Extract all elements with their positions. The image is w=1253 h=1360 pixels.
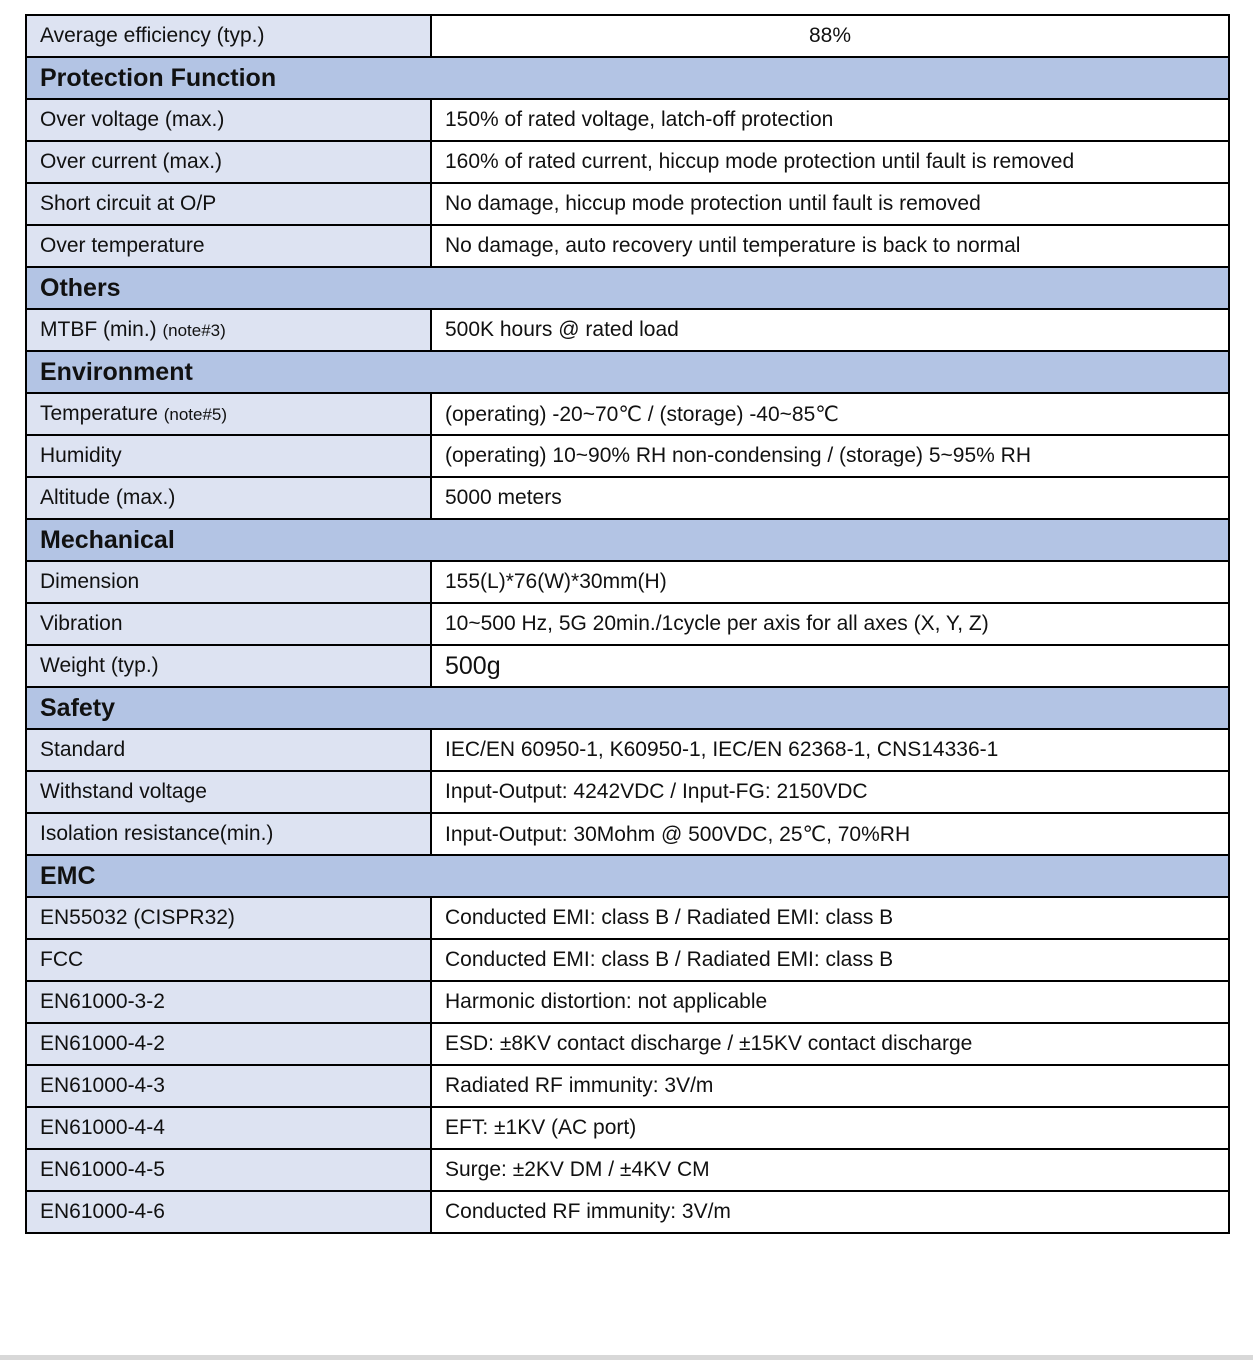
spec-label: FCC (40, 948, 84, 971)
section-header-row (26, 519, 1229, 561)
spec-label-cell (26, 1149, 431, 1191)
spec-label: Humidity (40, 444, 122, 467)
spec-label-cell (26, 561, 431, 603)
section-header-row (26, 267, 1229, 309)
spec-table (25, 14, 1230, 1234)
spec-label: EN61000-3-2 (40, 990, 165, 1013)
spec-label-cell (26, 645, 431, 687)
spec-label: Vibration (40, 612, 123, 635)
spec-row (26, 813, 1229, 855)
spec-row (26, 225, 1229, 267)
spec-label: EN61000-4-4 (40, 1116, 165, 1139)
spec-label-cell (26, 15, 431, 57)
spec-row (26, 561, 1229, 603)
spec-label: Dimension (40, 570, 140, 593)
spec-label: Over temperature (40, 234, 205, 257)
spec-value: No damage, hiccup mode protection until fault is removed (431, 183, 1229, 225)
spec-value: Conducted EMI: class B / Radiated EMI: class B (431, 897, 1229, 939)
spec-label-cell (26, 1065, 431, 1107)
spec-label-note: (note#3) (162, 321, 226, 340)
spec-row (26, 1191, 1229, 1233)
spec-label-cell (26, 813, 431, 855)
spec-label-cell (26, 309, 431, 351)
spec-value: Radiated RF immunity: 3V/m (431, 1065, 1229, 1107)
spec-label-cell (26, 393, 431, 435)
spec-row (26, 1149, 1229, 1191)
spec-label-cell (26, 939, 431, 981)
spec-row (26, 435, 1229, 477)
section-header-row (26, 351, 1229, 393)
spec-row (26, 603, 1229, 645)
spec-label-cell (26, 981, 431, 1023)
spec-value: (operating) 10~90% RH non-condensing / (storage) 5~95% RH (431, 435, 1229, 477)
spec-row (26, 99, 1229, 141)
spec-value: 5000 meters (431, 477, 1229, 519)
spec-label-cell (26, 477, 431, 519)
spec-label-cell (26, 1191, 431, 1233)
spec-row (26, 15, 1229, 57)
spec-label-cell (26, 1023, 431, 1065)
spec-label-cell (26, 729, 431, 771)
spec-label: Temperature (40, 402, 164, 425)
section-title: EMC (26, 855, 1229, 897)
spec-value: 150% of rated voltage, latch-off protection (431, 99, 1229, 141)
section-title: Safety (26, 687, 1229, 729)
spec-row (26, 981, 1229, 1023)
spec-label: Short circuit at O/P (40, 192, 217, 215)
section-header-row (26, 57, 1229, 99)
spec-value: 155(L)*76(W)*30mm(H) (431, 561, 1229, 603)
spec-row (26, 645, 1229, 687)
spec-value: Harmonic distortion: not applicable (431, 981, 1229, 1023)
spec-row (26, 729, 1229, 771)
spec-label: Standard (40, 738, 126, 761)
spec-label-cell (26, 141, 431, 183)
spec-label: Average efficiency (typ.) (40, 24, 265, 47)
spec-label: EN55032 (CISPR32) (40, 906, 235, 929)
section-title: Environment (26, 351, 1229, 393)
spec-label-cell (26, 183, 431, 225)
spec-value: 500K hours @ rated load (431, 309, 1229, 351)
spec-label: MTBF (min.) (40, 318, 163, 341)
spec-value: 10~500 Hz, 5G 20min./1cycle per axis for all axes (X, Y, Z) (431, 603, 1229, 645)
spec-label-cell (26, 435, 431, 477)
spec-value: 160% of rated current, hiccup mode protection until fault is removed (431, 141, 1229, 183)
spec-table-body (26, 15, 1229, 1233)
spec-label-note: (note#5) (163, 405, 228, 424)
spec-row (26, 1065, 1229, 1107)
spec-value: Input-Output: 30Mohm @ 500VDC, 25℃, 70%RH (431, 813, 1229, 855)
spec-row (26, 393, 1229, 435)
spec-row (26, 1107, 1229, 1149)
spec-row (26, 477, 1229, 519)
spec-value: 88% (431, 15, 1229, 57)
spec-value: Surge: ±2KV DM / ±4KV CM (431, 1149, 1229, 1191)
spec-label: Over voltage (max.) (40, 108, 225, 131)
spec-row (26, 771, 1229, 813)
spec-row (26, 141, 1229, 183)
spec-row (26, 939, 1229, 981)
spec-label-cell (26, 771, 431, 813)
spec-label-cell (26, 603, 431, 645)
section-title: Mechanical (26, 519, 1229, 561)
spec-label: Over current (max.) (40, 150, 223, 173)
spec-label-cell (26, 897, 431, 939)
spec-label: Weight (typ.) (40, 654, 159, 677)
section-title: Others (26, 267, 1229, 309)
spec-value: ESD: ±8KV contact discharge / ±15KV contact discharge (431, 1023, 1229, 1065)
spec-row (26, 309, 1229, 351)
spec-label: EN61000-4-5 (40, 1158, 165, 1181)
spec-value: No damage, auto recovery until temperature is back to normal (431, 225, 1229, 267)
spec-value: Input-Output: 4242VDC / Input-FG: 2150VDC (431, 771, 1229, 813)
spec-row (26, 1023, 1229, 1065)
spec-label: Altitude (max.) (40, 486, 176, 509)
spec-label: Withstand voltage (40, 780, 207, 803)
spec-value: Conducted EMI: class B / Radiated EMI: class B (431, 939, 1229, 981)
spec-row (26, 183, 1229, 225)
spec-value: IEC/EN 60950-1, K60950-1, IEC/EN 62368-1, CNS14336-1 (431, 729, 1229, 771)
spec-row (26, 897, 1229, 939)
section-header-row (26, 687, 1229, 729)
spec-label: Isolation resistance(min.) (40, 822, 274, 845)
spec-label-cell (26, 225, 431, 267)
spec-value: EFT: ±1KV (AC port) (431, 1107, 1229, 1149)
spec-value: (operating) -20~70℃ / (storage) -40~85℃ (431, 393, 1229, 435)
spec-value: Conducted RF immunity: 3V/m (431, 1191, 1229, 1233)
spec-label-cell (26, 1107, 431, 1149)
spec-label-cell (26, 99, 431, 141)
spec-label: EN61000-4-6 (40, 1200, 165, 1223)
section-header-row (26, 855, 1229, 897)
spec-label: EN61000-4-2 (40, 1032, 165, 1055)
section-title: Protection Function (26, 57, 1229, 99)
spec-value: 500g (431, 645, 1229, 687)
spec-label: EN61000-4-3 (40, 1074, 165, 1097)
page-bottom-edge (0, 1355, 1253, 1360)
